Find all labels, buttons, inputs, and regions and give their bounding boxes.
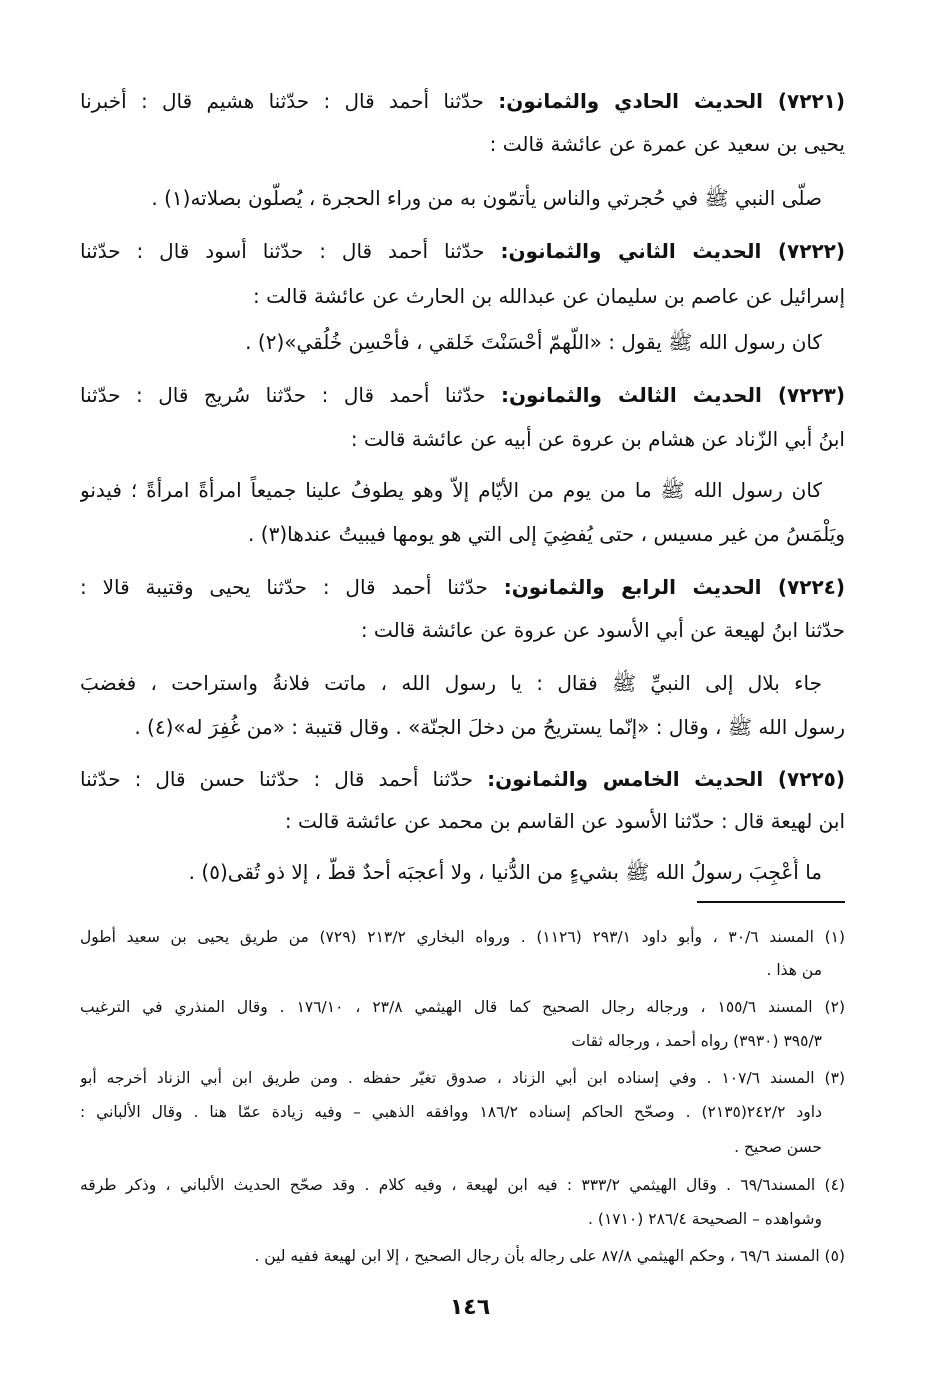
hadith-7224-heading: (٧٢٢٤) الحديث الرابع والثمانون:: [503, 575, 845, 599]
hadith-7223-line-1: [80, 380, 845, 410]
footnote-1-line-1: (١) المسند ٣٠/٦ ، وأبو داود ٢٩٣/١ (١١٢٦) . ورواه البخاري ٢١٣/٢ (٧٢٩) من طريق يحيى بن سعيد أطول: [80, 928, 845, 946]
footnote-2-line-1: (٢) المسند ١٥٥/٦ ، ورجاله رجال الصحيح كما قال الهيثمي ٢٣/٨ ، ١٧٦/١٠ . وقال المنذري في الترغيب: [80, 998, 845, 1016]
footnote-3-line-1: (٣) المسند ١٠٧/٦ . وفي إسناده ابن أبي الزناد ، صدوق تغيّر حفظه . ومن طريق ابن أبي الزناد أخرجه أبو: [80, 1069, 845, 1087]
hadith-7222-matn: كان رسول الله ﷺ يقول : «اللّهمّ أحْسَنْتَ خَلقي ، فأحْسِن خُلُقي»(٢) .: [245, 330, 822, 354]
hadith-7222-line-1: [80, 236, 845, 266]
hadith-7222-isnad-1: حدّثنا أحمد قال : حدّثنا أسود قال : حدّثنا: [80, 239, 485, 263]
hadith-7221-isnad-1: حدّثنا أحمد قال : حدّثنا هشيم قال : أخبرنا: [80, 89, 484, 113]
hadith-7225-isnad-1: حدّثنا أحمد قال : حدّثنا حسن قال : حدّثنا: [80, 767, 474, 791]
hadith-7225-line-2: ابن لهيعة قال : حدّثنا الأسود عن القاسم بن محمد عن عائشة قالت :: [284, 809, 845, 833]
footnote-1-line-2: من هذا .: [766, 961, 822, 979]
hadith-7222-line-2: إسرائيل عن عاصم بن سليمان عن عبدالله بن الحارث عن عائشة قالت :: [253, 284, 845, 308]
hadith-7225-heading: (٧٢٢٥) الحديث الخامس والثمانون:: [487, 767, 845, 791]
hadith-7224-line-1: [80, 572, 845, 602]
hadith-7221-matn: صلّى النبي ﷺ في حُجرتي والناس يأتمّون به من وراء الحجرة ، يُصلّون بصلاته(١) .: [151, 186, 822, 210]
hadith-7222-heading: (٧٢٢٢) الحديث الثاني والثمانون:: [500, 239, 845, 263]
footnote-separator: [697, 901, 845, 903]
hadith-7224-line-2: حدّثنا ابنُ لهيعة عن أبي الأسود عن عروة عن عائشة قالت :: [360, 618, 845, 642]
hadith-7223-matn-2: ويَلْمَسُ من غير مسيس ، حتى يُفضِيَ إلى التي هو يومها فيبيتُ عندها(٣) .: [248, 522, 845, 546]
hadith-7223-isnad-1: حدّثنا أحمد قال : حدّثنا سُريج قال : حدّثنا: [80, 383, 486, 407]
hadith-7223-matn-1: كان رسول الله ﷺ ما من يوم من الأيّام إلاّ وهو يطوفُ علينا جميعاً امرأةً امرأةً ؛ فيدنو: [80, 478, 822, 502]
page-number: ١٤٦: [449, 1295, 491, 1320]
footnote-3-line-2: داود ٢٤٢/٢(٢١٣٥) . وصحّح الحاكم إسناده ١٨٦/٢ ووافقه الذهبي – وفيه زيادة عمّا هنا . وقال الألباني :: [80, 1103, 822, 1121]
footnote-3-line-3: حسن صحيح .: [734, 1138, 822, 1156]
hadith-7225-line-1: [80, 764, 845, 794]
hadith-7225-matn: ما أُعْجِبَ رسولُ الله ﷺ بشيءٍ من الدُّنيا ، ولا أعجبَه أحدٌ قطُّ ، إلا ذو تُقى(٥) .: [188, 860, 822, 884]
footnote-4-line-2: وشواهده – الصحيحة ٢٨٦/٤ (١٧١٠) .: [588, 1210, 822, 1228]
hadith-7224-isnad-1: حدّثنا أحمد قال : حدّثنا يحيى وقتيبة قالا :: [80, 575, 488, 599]
footnote-5-line-1: (٥) المسند ٦٩/٦ ، وحكم الهيثمي ٨٧/٨ على رجاله بأن رجال الصحيح ، إلا ابن لهيعة ففيه لين .: [254, 1247, 845, 1265]
hadith-7221-heading: (٧٢٢١) الحديث الحادي والثمانون:: [498, 89, 845, 113]
hadith-7221-line-1: [80, 86, 845, 116]
hadith-7224-matn-2: رسول الله ﷺ ، وقال : «إنّما يستريحُ من دخلَ الجنّة» . وقال قتيبة : «من غُفِرَ له»(٤) .: [134, 715, 845, 739]
hadith-7224-matn-1: جاء بلال إلى النبيِّ ﷺ فقال : يا رسول الله ، ماتت فلانةُ واستراحت ، فغضبَ: [80, 671, 822, 695]
hadith-7221-line-2: يحيى بن سعيد عن عمرة عن عائشة قالت :: [489, 132, 845, 156]
footnote-2-line-2: ٣٩٥/٣ (٣٩٣٠) رواه أحمد ، ورجاله ثقات: [571, 1032, 822, 1050]
hadith-7223-heading: (٧٢٢٣) الحديث الثالث والثمانون:: [500, 383, 845, 407]
hadith-7223-line-2: ابنُ أبي الزّناد عن هشام بن عروة عن أبيه عن عائشة قالت :: [350, 427, 845, 451]
footnote-4-line-1: (٤) المسند٦٩/٦ . وقال الهيثمي ٣٣٣/٢ : فيه ابن لهيعة ، وفيه كلام . وقد صحّح الحديث الألباني ، وذكر طرقه: [80, 1176, 845, 1194]
